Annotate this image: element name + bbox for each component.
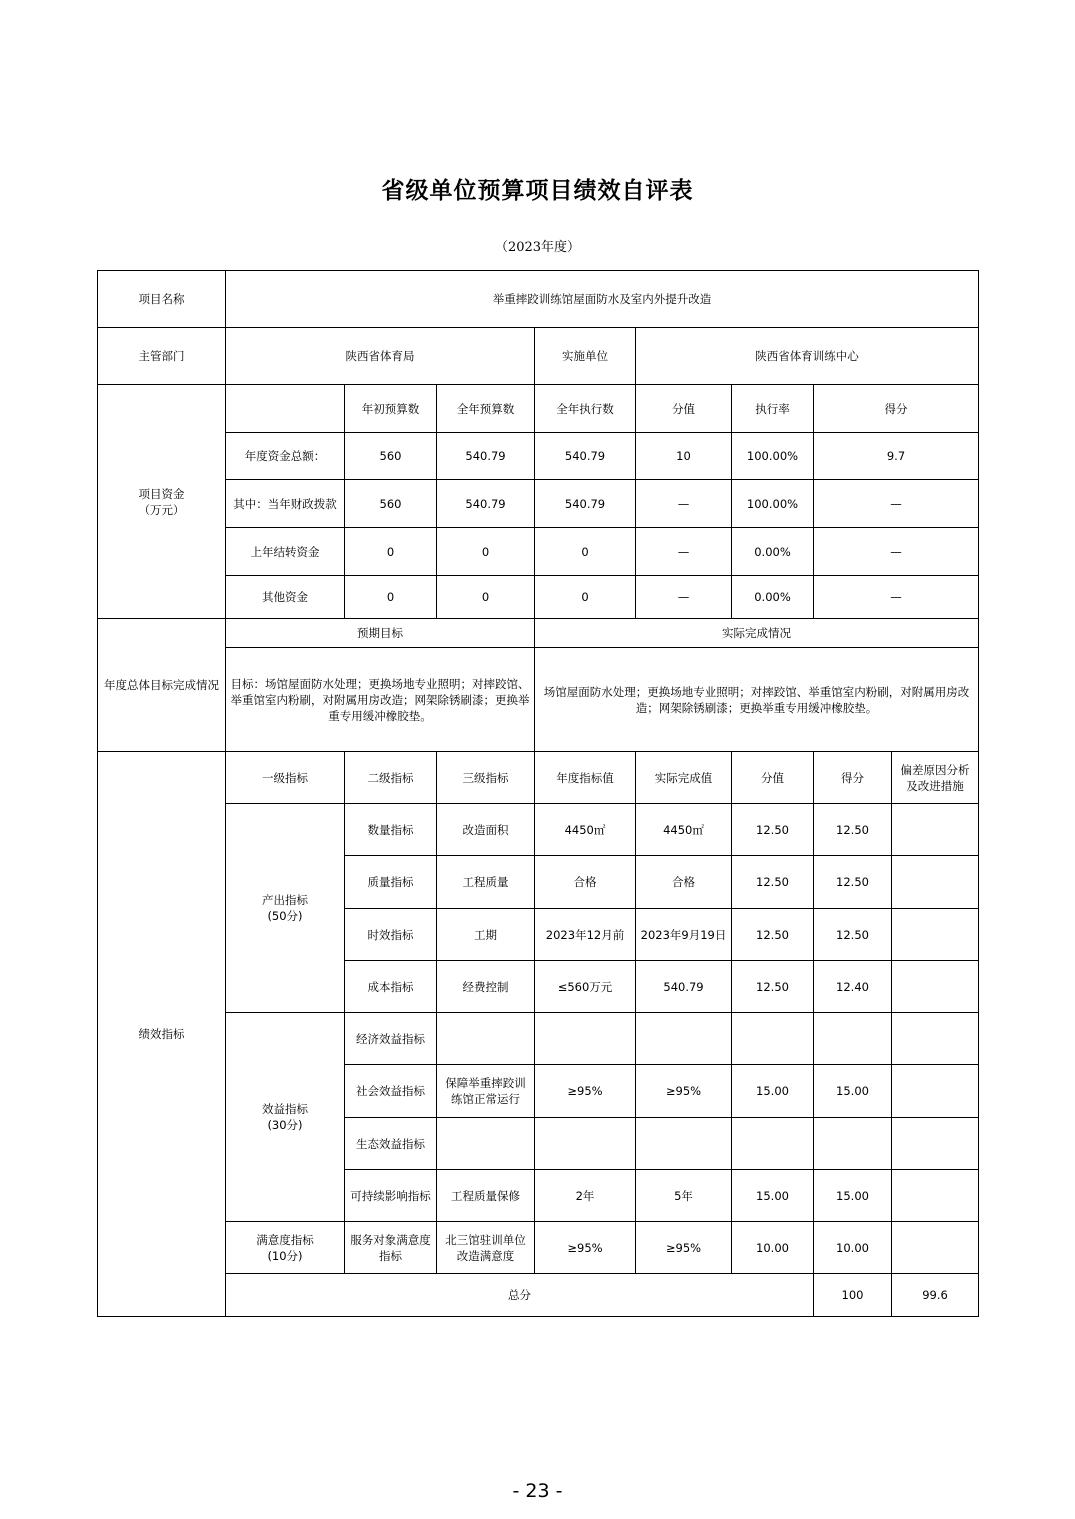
perf-got: 12.40 xyxy=(814,961,892,1013)
evaluation-table xyxy=(97,270,979,1317)
perf-actual: 2023年9月19日 xyxy=(636,909,732,961)
total-got: 99.6 xyxy=(892,1274,979,1317)
funds-header: 全年执行数 xyxy=(535,385,636,433)
funds-cell: 0.00% xyxy=(732,576,814,619)
perf-group-satisfaction: 满意度指标 (10分) xyxy=(226,1222,345,1274)
perf-score xyxy=(732,1118,814,1170)
perf-target: 2年 xyxy=(535,1170,636,1222)
perf-header: 三级指标 xyxy=(437,752,535,804)
perf-group-benefit: 效益指标 (30分) xyxy=(226,1013,345,1222)
funds-cell: — xyxy=(814,576,979,619)
perf-actual: 540.79 xyxy=(636,961,732,1013)
perf-actual: ≥95% xyxy=(636,1065,732,1118)
perf-note xyxy=(892,909,979,961)
perf-target: 4450㎡ xyxy=(535,804,636,856)
funds-row-name: 年度资金总额： xyxy=(226,433,345,480)
perf-note xyxy=(892,1222,979,1274)
project-name-label: 项目名称 xyxy=(98,271,226,328)
expected-goal-text: 目标：场馆屋面防水处理；更换场地专业照明；对摔跤馆、举重馆室内粉刷，对附属用房改造；网架除锈刷漆；更换举重专用缓冲橡胶垫。 xyxy=(226,648,535,752)
perf-header: 得分 xyxy=(814,752,892,804)
total-label: 总分 xyxy=(226,1274,814,1317)
perf-header: 年度指标值 xyxy=(535,752,636,804)
perf-score: 15.00 xyxy=(732,1170,814,1222)
funds-cell: 540.79 xyxy=(437,480,535,528)
perf-score xyxy=(732,1013,814,1065)
funds-cell: — xyxy=(636,576,732,619)
perf-target: 2023年12月前 xyxy=(535,909,636,961)
perf-target: ≥95% xyxy=(535,1065,636,1118)
perf-l2: 质量指标 xyxy=(345,856,437,909)
funds-cell: 0 xyxy=(437,528,535,576)
perf-l3: 工程质量保修 xyxy=(437,1170,535,1222)
perf-target: ≥95% xyxy=(535,1222,636,1274)
perf-got: 12.50 xyxy=(814,909,892,961)
funds-cell: 0.00% xyxy=(732,528,814,576)
perf-l2: 生态效益指标 xyxy=(345,1118,437,1170)
perf-target: ≤560万元 xyxy=(535,961,636,1013)
funds-label: 项目资金 （万元） xyxy=(98,385,226,619)
funds-cell: 100.00% xyxy=(732,480,814,528)
funds-row-name: 其他资金 xyxy=(226,576,345,619)
perf-actual: ≥95% xyxy=(636,1222,732,1274)
perf-header: 一级指标 xyxy=(226,752,345,804)
perf-target xyxy=(535,1118,636,1170)
expected-goal-header: 预期目标 xyxy=(226,619,535,648)
perf-target: 合格 xyxy=(535,856,636,909)
perf-got: 12.50 xyxy=(814,856,892,909)
funds-cell: — xyxy=(636,480,732,528)
perf-note xyxy=(892,1170,979,1222)
perf-got xyxy=(814,1013,892,1065)
perf-l2: 成本指标 xyxy=(345,961,437,1013)
funds-row-name: 上年结转资金 xyxy=(226,528,345,576)
perf-note xyxy=(892,961,979,1013)
funds-cell: 0 xyxy=(437,576,535,619)
funds-cell: 10 xyxy=(636,433,732,480)
dept-value: 陕西省体育局 xyxy=(226,328,535,385)
perf-actual: 合格 xyxy=(636,856,732,909)
perf-l3: 工期 xyxy=(437,909,535,961)
page-title: 省级单位预算项目绩效自评表 xyxy=(381,177,694,204)
perf-actual xyxy=(636,1118,732,1170)
impl-unit-value: 陕西省体育训练中心 xyxy=(636,328,979,385)
perf-l2: 可持续影响指标 xyxy=(345,1170,437,1222)
funds-cell: 9.7 xyxy=(814,433,979,480)
dept-label: 主管部门 xyxy=(98,328,226,385)
perf-l2: 数量指标 xyxy=(345,804,437,856)
perf-note xyxy=(892,1118,979,1170)
total-score: 100 xyxy=(814,1274,892,1317)
actual-result-header: 实际完成情况 xyxy=(535,619,979,648)
impl-unit-label: 实施单位 xyxy=(535,328,636,385)
perf-l3 xyxy=(437,1013,535,1065)
funds-cell: 0 xyxy=(345,528,437,576)
perf-l3: 北三馆驻训单位改造满意度 xyxy=(437,1222,535,1274)
perf-group-output: 产出指标 (50分) xyxy=(226,804,345,1013)
perf-score: 15.00 xyxy=(732,1065,814,1118)
funds-cell: 0 xyxy=(345,576,437,619)
funds-cell: — xyxy=(814,480,979,528)
funds-cell: — xyxy=(814,528,979,576)
perf-l2: 时效指标 xyxy=(345,909,437,961)
actual-result-text: 场馆屋面防水处理；更换场地专业照明；对摔跤馆、举重馆室内粉刷，对附属用房改造；网架除锈刷漆；更换举重专用缓冲橡胶垫。 xyxy=(535,648,979,752)
perf-got xyxy=(814,1118,892,1170)
perf-header: 偏差原因分析及改进措施 xyxy=(892,752,979,804)
fiscal-year: （2023年度） xyxy=(494,240,581,255)
perf-score: 10.00 xyxy=(732,1222,814,1274)
funds-row-name: 其中：当年财政拨款 xyxy=(226,480,345,528)
funds-cell: 560 xyxy=(345,480,437,528)
funds-cell: 540.79 xyxy=(535,480,636,528)
perf-l2: 社会效益指标 xyxy=(345,1065,437,1118)
funds-cell: 0 xyxy=(535,576,636,619)
perf-l3 xyxy=(437,1118,535,1170)
perf-target xyxy=(535,1013,636,1065)
funds-corner-cell xyxy=(226,385,345,433)
perf-header: 二级指标 xyxy=(345,752,437,804)
funds-cell: 100.00% xyxy=(732,433,814,480)
perf-l3: 工程质量 xyxy=(437,856,535,909)
funds-cell: — xyxy=(636,528,732,576)
funds-cell: 540.79 xyxy=(535,433,636,480)
perf-label: 绩效指标 xyxy=(98,752,226,1317)
perf-note xyxy=(892,1065,979,1118)
funds-cell: 560 xyxy=(345,433,437,480)
perf-actual xyxy=(636,1013,732,1065)
perf-note xyxy=(892,1013,979,1065)
funds-header: 分值 xyxy=(636,385,732,433)
perf-score: 12.50 xyxy=(732,856,814,909)
perf-score: 12.50 xyxy=(732,804,814,856)
perf-l2: 服务对象满意度指标 xyxy=(345,1222,437,1274)
perf-header: 分值 xyxy=(732,752,814,804)
page-number: - 23 - xyxy=(512,1480,563,1502)
perf-score: 12.50 xyxy=(732,909,814,961)
funds-header: 得分 xyxy=(814,385,979,433)
perf-l3: 保障举重摔跤训练馆正常运行 xyxy=(437,1065,535,1118)
funds-cell: 540.79 xyxy=(437,433,535,480)
perf-note xyxy=(892,804,979,856)
goal-label: 年度总体目标完成情况 xyxy=(98,619,226,752)
funds-header: 年初预算数 xyxy=(345,385,437,433)
perf-l2: 经济效益指标 xyxy=(345,1013,437,1065)
perf-score: 12.50 xyxy=(732,961,814,1013)
perf-header: 实际完成值 xyxy=(636,752,732,804)
perf-note xyxy=(892,856,979,909)
perf-got: 12.50 xyxy=(814,804,892,856)
perf-got: 15.00 xyxy=(814,1065,892,1118)
funds-cell: 0 xyxy=(535,528,636,576)
funds-header: 全年预算数 xyxy=(437,385,535,433)
project-name-value: 举重摔跤训练馆屋面防水及室内外提升改造 xyxy=(226,271,979,328)
perf-actual: 5年 xyxy=(636,1170,732,1222)
perf-got: 15.00 xyxy=(814,1170,892,1222)
perf-l3: 经费控制 xyxy=(437,961,535,1013)
perf-got: 10.00 xyxy=(814,1222,892,1274)
perf-l3: 改造面积 xyxy=(437,804,535,856)
funds-header: 执行率 xyxy=(732,385,814,433)
perf-actual: 4450㎡ xyxy=(636,804,732,856)
